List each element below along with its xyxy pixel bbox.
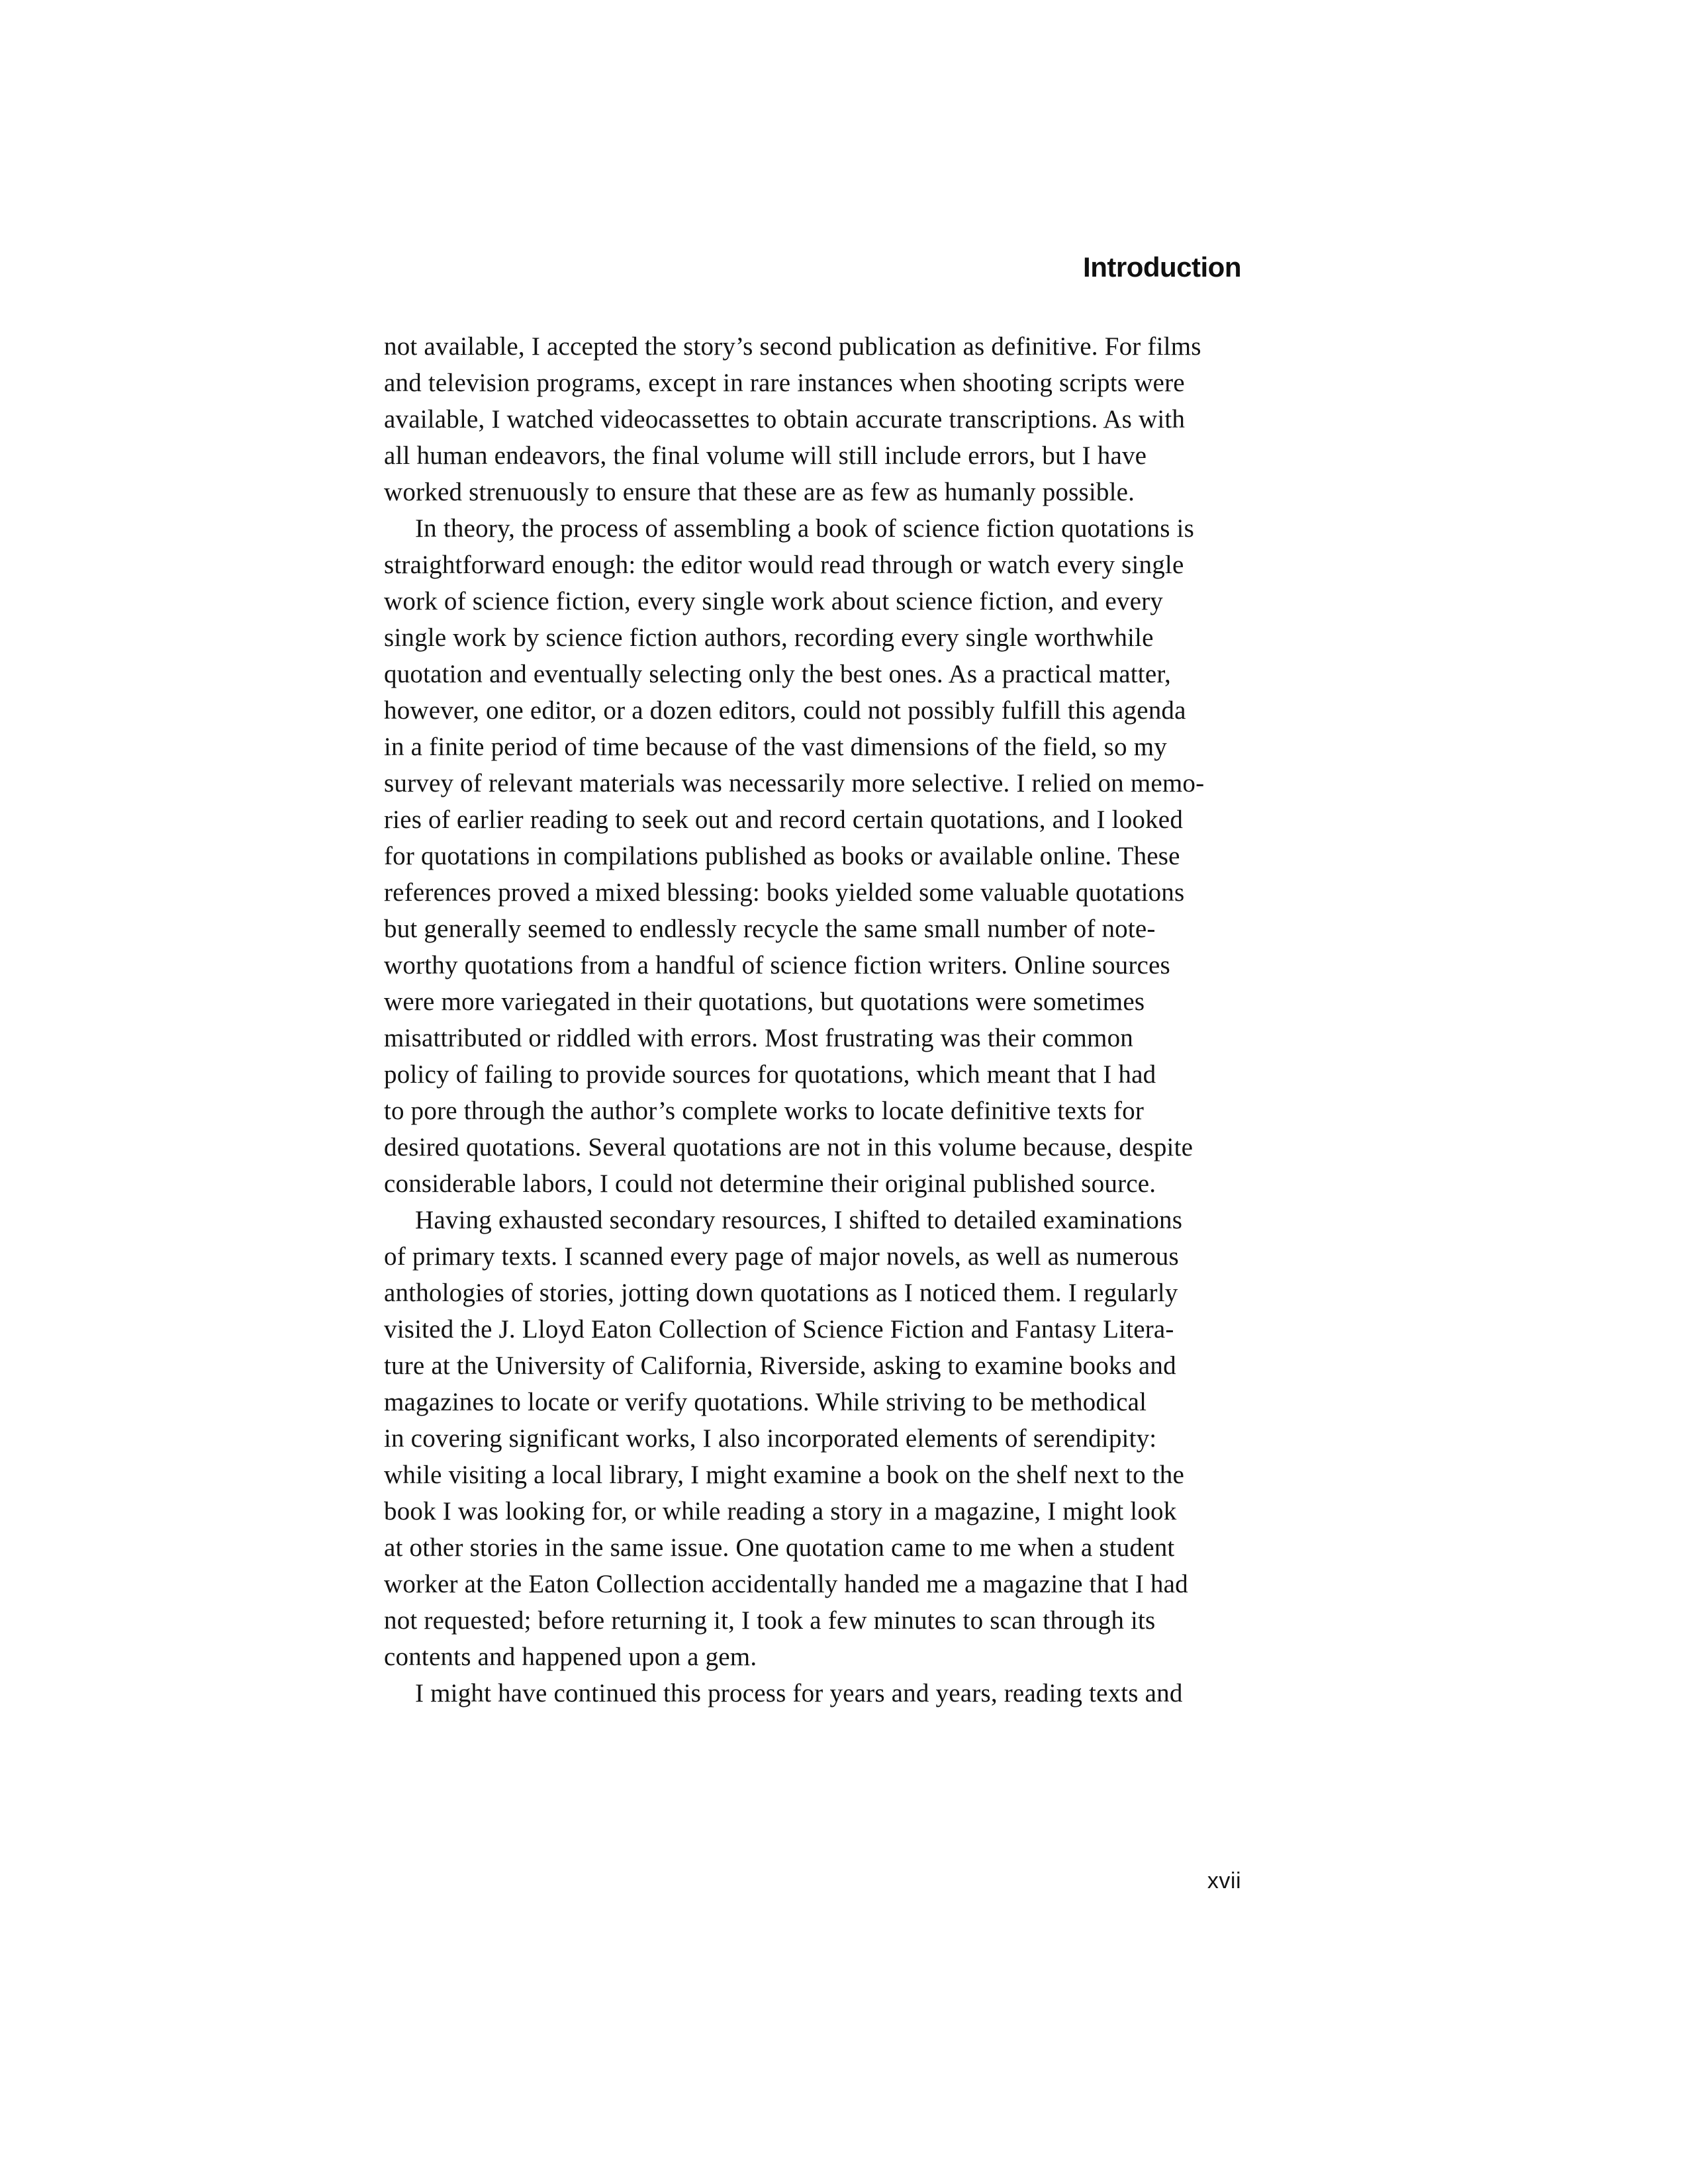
text-line: In theory, the process of assembling a book of science fiction quotations is (415, 514, 1194, 543)
text-line: ture at the University of California, Riverside, asking to examine books and (384, 1351, 1176, 1380)
text-line: available, I watched videocassettes to obtain accurate transcriptions. As with (384, 405, 1186, 433)
text-line: considerable labors, I could not determine their original published source. (384, 1169, 1156, 1198)
text-line: ries of earlier reading to seek out and record certain quotations, and I looked (384, 805, 1184, 834)
text-line: to pore through the author’s complete works to locate definitive texts for (384, 1097, 1145, 1125)
body-text (384, 328, 1244, 1711)
text-line: for quotations in compilations published as books or available online. These (384, 842, 1180, 870)
text-line: policy of failing to provide sources for quotations, which meant that I had (384, 1060, 1156, 1089)
text-line: but generally seemed to endlessly recycle the same small number of note- (384, 915, 1156, 943)
text-line: and television programs, except in rare instances when shooting scripts were (384, 369, 1185, 397)
text-line: in a finite period of time because of the vast dimensions of the field, so my (384, 733, 1167, 761)
text-line: all human endeavors, the final volume will still include errors, but I have (384, 441, 1147, 470)
text-line: not requested; before returning it, I took a few minutes to scan through its (384, 1606, 1156, 1635)
text-line: were more variegated in their quotations, but quotations were sometimes (384, 987, 1145, 1016)
text-line: single work by science fiction authors, recording every single worthwhile (384, 623, 1154, 652)
text-line: work of science fiction, every single work about science fiction, and every (384, 587, 1163, 615)
text-line: contents and happened upon a gem. (384, 1643, 757, 1671)
running-head: Introduction (1083, 251, 1241, 283)
text-line: worthy quotations from a handful of science fiction writers. Online sources (384, 951, 1170, 979)
text-line: survey of relevant materials was necessarily more selective. I relied on memo- (384, 769, 1205, 797)
text-line: worked strenuously to ensure that these are as few as humanly possible. (384, 478, 1135, 506)
text-line: straightforward enough: the editor would read through or watch every single (384, 551, 1184, 579)
text-line: Having exhausted secondary resources, I shifted to detailed examinations (415, 1206, 1183, 1234)
paragraph (384, 1202, 1244, 1675)
text-line: references proved a mixed blessing: books yielded some valuable quotations (384, 878, 1185, 907)
text-line: however, one editor, or a dozen editors, could not possibly fulfill this agenda (384, 696, 1186, 725)
text-line: at other stories in the same issue. One quotation came to me when a student (384, 1533, 1175, 1562)
paragraph (384, 510, 1244, 1202)
text-line: misattributed or riddled with errors. Most frustrating was their common (384, 1024, 1133, 1052)
text-line: magazines to locate or verify quotations. While striving to be methodical (384, 1388, 1147, 1416)
text-line: in covering significant works, I also incorporated elements of serendipity: (384, 1424, 1157, 1453)
text-line: quotation and eventually selecting only the best ones. As a practical matter, (384, 660, 1171, 688)
text-line: desired quotations. Several quotations are not in this volume because, despite (384, 1133, 1194, 1161)
page-number: xvii (1207, 1868, 1241, 1893)
text-line: anthologies of stories, jotting down quotations as I noticed them. I regularly (384, 1279, 1178, 1307)
paragraph (384, 1675, 1244, 1711)
text-line: worker at the Eaton Collection accidentally handed me a magazine that I had (384, 1570, 1188, 1598)
text-line: not available, I accepted the story’s second publication as definitive. For films (384, 332, 1201, 361)
text-line: I might have continued this process for years and years, reading texts and (415, 1679, 1183, 1707)
paragraph (384, 328, 1244, 510)
text-line: of primary texts. I scanned every page of major novels, as well as numerous (384, 1242, 1179, 1271)
text-line: book I was looking for, or while reading a story in a magazine, I might look (384, 1497, 1177, 1525)
text-line: while visiting a local library, I might examine a book on the shelf next to the (384, 1461, 1184, 1489)
text-line: visited the J. Lloyd Eaton Collection of Science Fiction and Fantasy Litera- (384, 1315, 1174, 1343)
